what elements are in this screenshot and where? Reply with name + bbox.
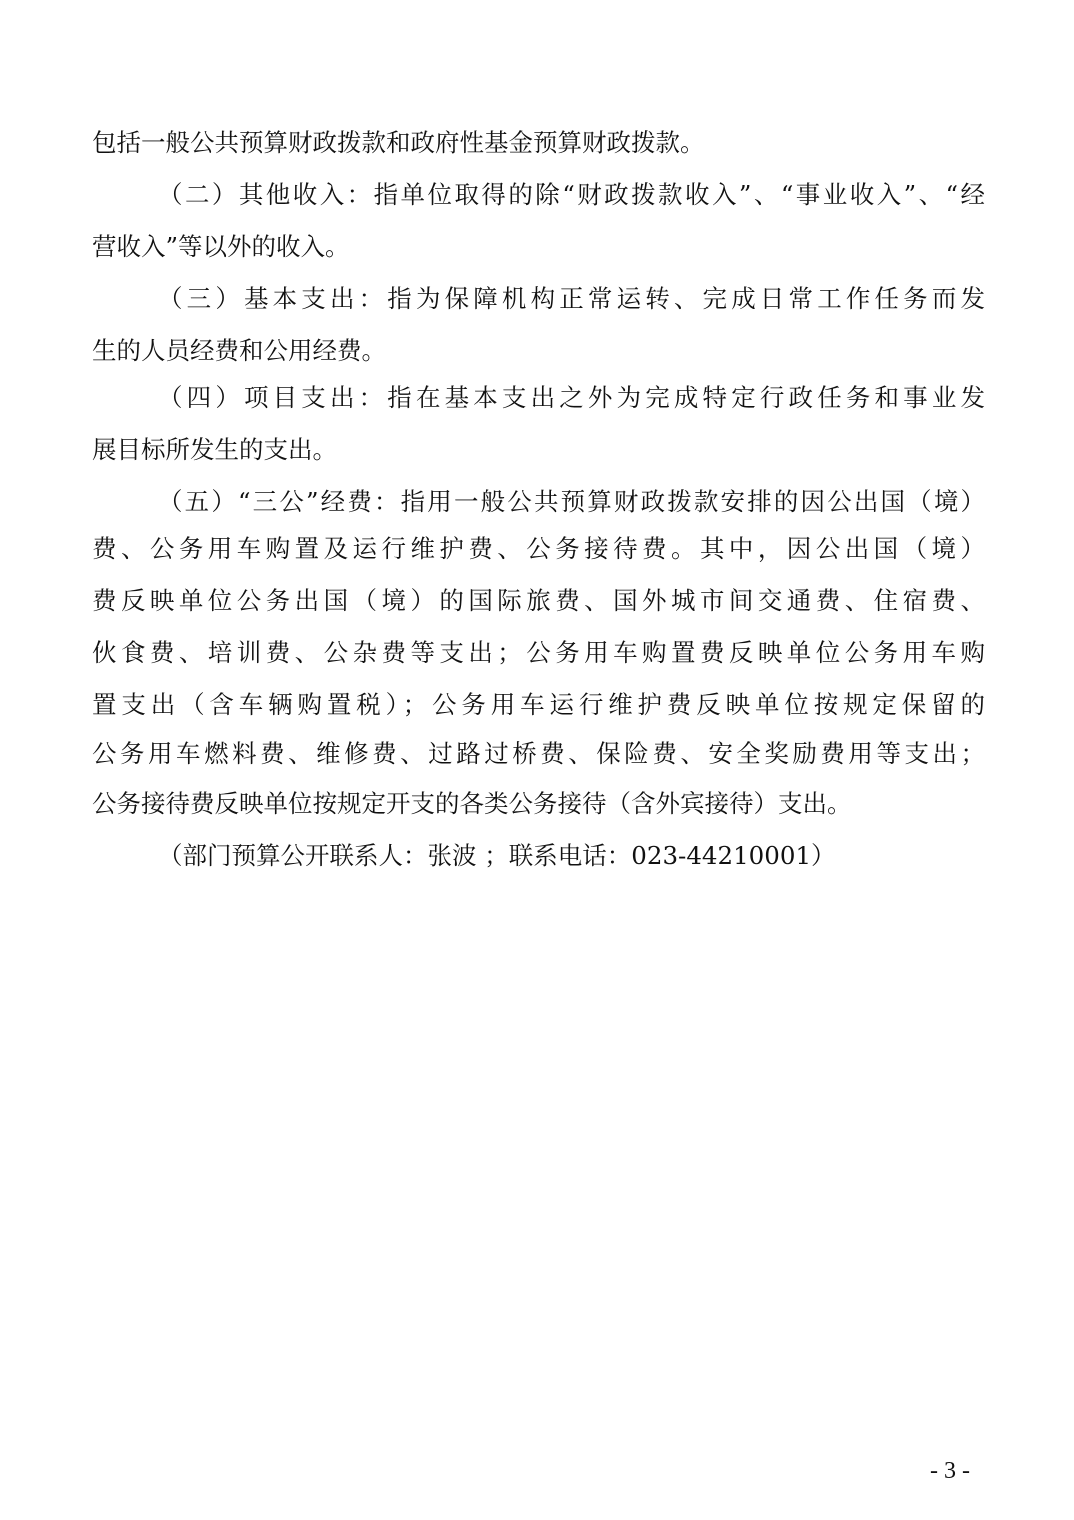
text-line-11: 伙食费、培训费、公杂费等支出；公务用车购置费反映单位公务用车购 xyxy=(92,638,985,667)
contact-line: （部门预算公开联系人：张波 ；联系电话：023-44210001） xyxy=(158,841,836,870)
text-line-7: 展目标所发生的支出。 xyxy=(92,435,337,464)
text-line-14: 公务接待费反映单位按规定开支的各类公务接待（含外宾接待）支出。 xyxy=(92,789,852,818)
text-line-6: （四）项目支出：指在基本支出之外为完成特定行政任务和事业发 xyxy=(158,383,985,412)
text-line-9: 费、公务用车购置及运行维护费、公务接待费。其中，因公出国（境） xyxy=(92,534,985,563)
text-line-8: （五）“三公”经费：指用一般公共预算财政拨款安排的因公出国（境） xyxy=(158,487,985,516)
text-line-12: 置支出（含车辆购置税）；公务用车运行维护费反映单位按规定保留的 xyxy=(92,690,985,719)
text-line-10: 费反映单位公务出国（境）的国际旅费、国外城市间交通费、住宿费、 xyxy=(92,586,985,615)
text-line-1: 包括一般公共预算财政拨款和政府性基金预算财政拨款。 xyxy=(92,128,705,157)
page-number: - 3 - xyxy=(930,1458,970,1484)
text-line-3: 营收入”等以外的收入。 xyxy=(92,232,350,261)
text-line-2: （二）其他收入：指单位取得的除“财政拨款收入”、“事业收入”、“经 xyxy=(158,180,985,209)
text-line-13: 公务用车燃料费、维修费、过路过桥费、保险费、安全奖励费用等支出； xyxy=(92,739,985,768)
text-line-5: 生的人员经费和公用经费。 xyxy=(92,336,386,365)
text-line-4: （三）基本支出：指为保障机构正常运转、完成日常工作任务而发 xyxy=(158,284,985,313)
